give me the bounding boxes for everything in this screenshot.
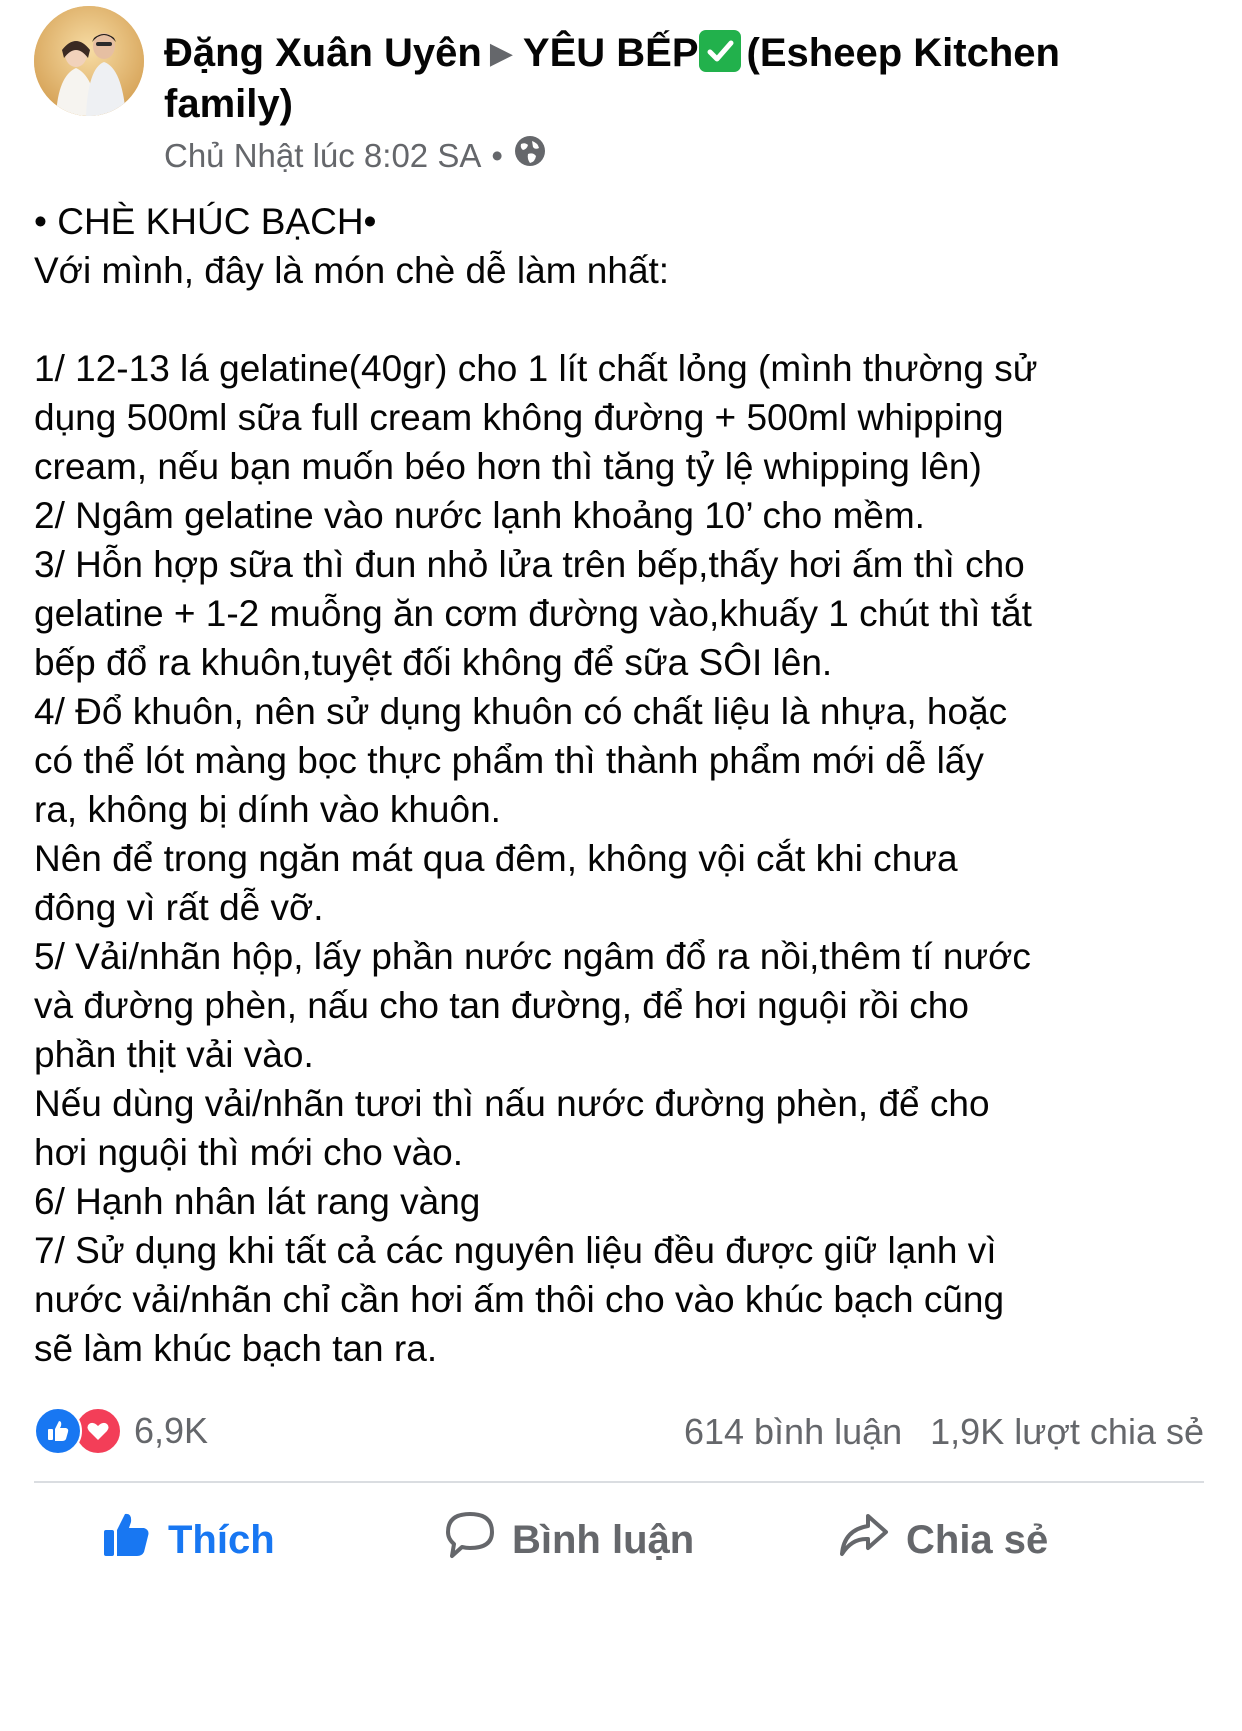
post-text-line: Với mình, đây là món chè dễ làm nhất:	[34, 250, 670, 291]
post-text-line: Nếu dùng vải/nhãn tươi thì nấu nước đường phèn, để cho	[34, 1083, 990, 1124]
post-author-line	[164, 28, 1204, 129]
post-text-line: có thể lót màng bọc thực phẩm thì thành phẩm mới dễ lấy	[34, 740, 984, 781]
post-text-line: hơi nguội thì mới cho vào.	[34, 1132, 464, 1173]
comment-label: Bình luận	[512, 1517, 695, 1562]
share-count[interactable]: 1,9K lượt chia sẻ	[930, 1411, 1204, 1452]
group-name-suffix[interactable]: (Esheep Kitchen	[746, 31, 1060, 75]
post-text-line: • CHÈ KHÚC BẠCH•	[34, 201, 377, 242]
reaction-count: 6,9K	[134, 1410, 209, 1451]
group-name-line2[interactable]: family)	[164, 82, 293, 126]
thumbs-up-icon	[102, 1510, 152, 1570]
comment-button[interactable]	[444, 1510, 694, 1570]
like-label: Thích	[168, 1517, 275, 1562]
globe-icon	[513, 134, 547, 177]
group-name-prefix[interactable]: YÊU BẾP	[522, 31, 699, 75]
post-text-line	[34, 295, 1214, 344]
post-meta	[164, 134, 547, 177]
like-icon	[34, 1407, 82, 1455]
post-action-bar	[34, 1500, 1204, 1580]
avatar-photo	[34, 6, 144, 116]
post-text-line: 2/ Ngâm gelatine vào nước lạnh khoảng 10’ cho mềm.	[34, 495, 925, 536]
actions-divider	[34, 1481, 1204, 1483]
post-text-line: 7/ Sử dụng khi tất cả các nguyên liệu đều được giữ lạnh vì	[34, 1230, 997, 1271]
post-text-line: nước vải/nhãn chỉ cần hơi ấm thôi cho vào khúc bạch cũng	[34, 1279, 1005, 1320]
post-text-line: sẽ làm khúc bạch tan ra.	[34, 1328, 438, 1369]
post-timestamp[interactable]: Chủ Nhật lúc 8:02 SA	[164, 136, 482, 174]
author-avatar[interactable]	[34, 6, 144, 116]
post-text-line: 4/ Đổ khuôn, nên sử dụng khuôn có chất liệu là nhựa, hoặc	[34, 691, 1008, 732]
post-text-line: ra, không bị dính vào khuôn.	[34, 789, 501, 830]
post-text-line: 3/ Hỗn hợp sữa thì đun nhỏ lửa trên bếp,thấy hơi ấm thì cho	[34, 544, 1025, 585]
post-text-line: phần thịt vải vào.	[34, 1034, 314, 1075]
meta-separator: •	[491, 136, 503, 174]
post-text-line: dụng 500ml sữa full cream không đường + 500ml whipping	[34, 397, 1004, 438]
post-stats	[34, 1405, 1204, 1455]
post-text-line: đông vì rất dễ vỡ.	[34, 887, 324, 928]
post-text-line: bếp đổ ra khuôn,tuyệt đối không để sữa SÔI lên.	[34, 642, 833, 683]
post-text-line: 1/ 12-13 lá gelatine(40gr) cho 1 lít chất lỏng (mình thường sử	[34, 348, 1038, 389]
share-button[interactable]	[838, 1510, 1048, 1570]
post-text-line: cream, nếu bạn muốn béo hơn thì tăng tỷ lệ whipping lên)	[34, 446, 982, 487]
post-text-line: Nên để trong ngăn mát qua đêm, không vội cắt khi chưa	[34, 838, 958, 879]
post-text	[34, 197, 1214, 1373]
post-text-line: 5/ Vải/nhãn hộp, lấy phần nước ngâm đổ ra nồi,thêm tí nước	[34, 936, 1031, 977]
share-arrow-icon	[838, 1510, 890, 1570]
comment-bubble-icon	[444, 1510, 496, 1570]
reactions-summary[interactable]	[34, 1407, 208, 1455]
like-button[interactable]	[102, 1510, 275, 1570]
comment-count[interactable]: 614 bình luận	[683, 1411, 903, 1452]
post-text-line: và đường phèn, nấu cho tan đường, để hơi nguội rồi cho	[34, 985, 969, 1026]
check-mark-button-icon	[699, 30, 741, 72]
arrow-right-icon: ▶	[489, 37, 513, 70]
author-name[interactable]: Đặng Xuân Uyên	[164, 31, 482, 75]
post-text-line: 6/ Hạnh nhân lát rang vàng	[34, 1181, 481, 1222]
share-label: Chia sẻ	[906, 1517, 1049, 1562]
engagement-counts	[656, 1411, 1204, 1453]
post-text-line: gelatine + 1-2 muỗng ăn cơm đường vào,khuấy 1 chút thì tắt	[34, 593, 1032, 634]
